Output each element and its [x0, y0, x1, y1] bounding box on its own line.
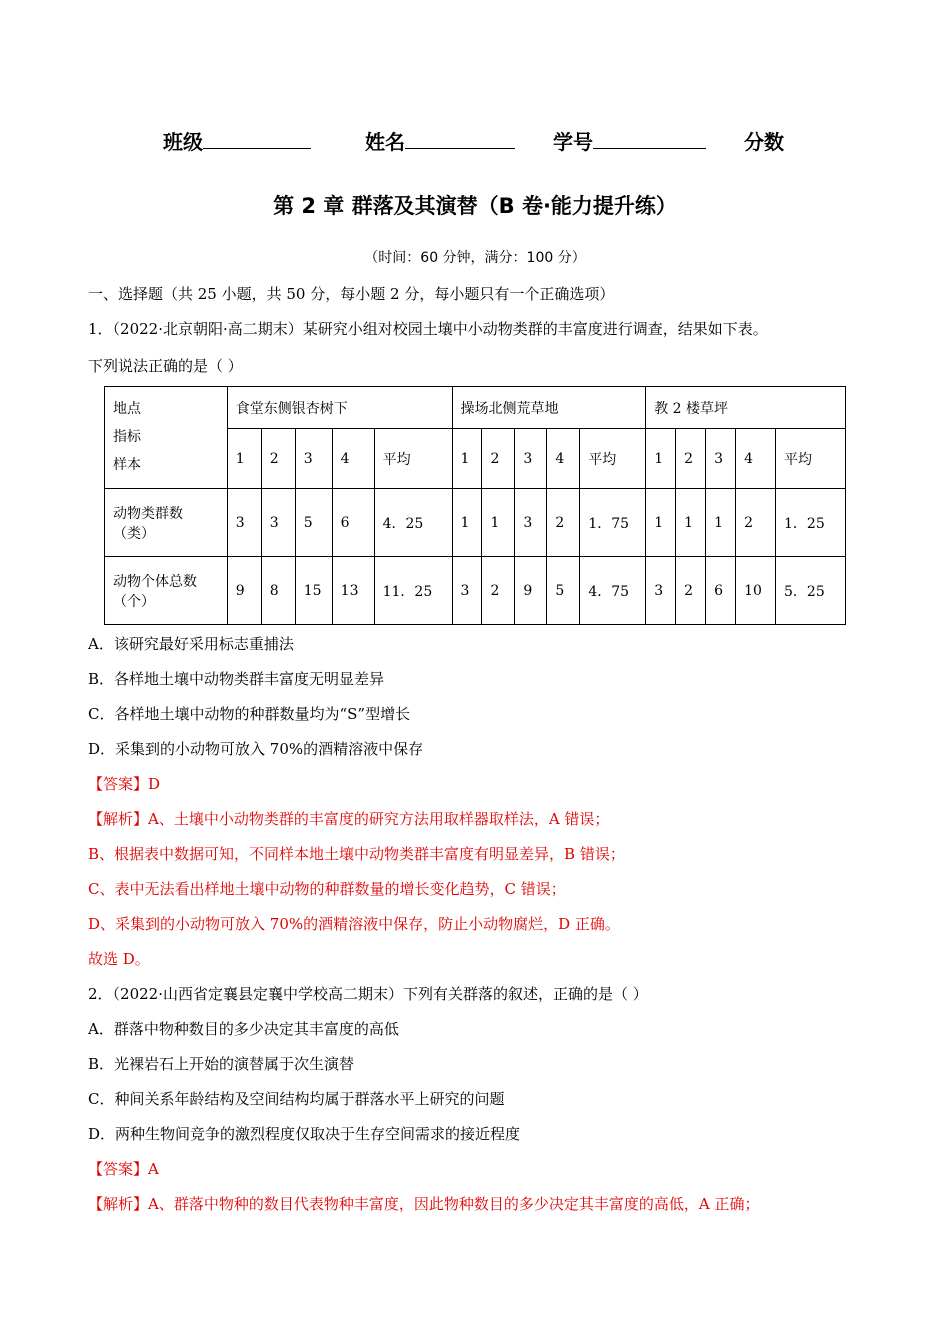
table-cell: 1．75	[580, 489, 646, 557]
table-cell: 3	[227, 489, 261, 557]
section-heading: 一、选择题（共 25 小题，共 50 分，每小题 2 分，每小题只有一个正确选项）	[88, 285, 615, 303]
table-cell: 3	[452, 557, 482, 625]
score-label: 分数	[744, 130, 784, 154]
sample-header: 2	[482, 429, 515, 489]
table-cell: 13	[332, 557, 374, 625]
site-header: 食堂东侧银杏树下	[227, 387, 452, 429]
sample-header: 3	[706, 429, 736, 489]
sample-header: 3	[295, 429, 332, 489]
student-id-field[interactable]: 学号	[553, 126, 706, 155]
q2-answer: 【答案】A	[88, 1160, 159, 1178]
sample-header: 1	[452, 429, 482, 489]
q2-option-d: D．两种生物间竞争的激烈程度仅取决于生存空间需求的接近程度	[88, 1125, 521, 1143]
q2-stem: 2．（2022·山西省定襄县定襄中学校高二期末）下列有关群落的叙述，正确的是（ ）	[88, 985, 648, 1003]
sample-header: 4	[736, 429, 776, 489]
table-cell: 2	[547, 489, 580, 557]
q1-analysis-line: C、表中无法看出样地土壤中动物的种群数量的增长变化趋势，C 错误；	[88, 880, 566, 898]
table-cell: 3	[646, 557, 676, 625]
table-cell: 11．25	[374, 557, 452, 625]
header-label-cell: 地点 指标 样本	[105, 387, 228, 489]
table-cell: 6	[332, 489, 374, 557]
table-row	[105, 489, 846, 557]
q1-option-b: B．各样地土壤中动物类群丰富度无明显差异	[88, 670, 385, 688]
q1-option-a: A．该研究最好采用标志重捕法	[88, 635, 294, 653]
class-field[interactable]: 班级	[163, 126, 311, 155]
sample-header: 1	[227, 429, 261, 489]
sample-header: 1	[646, 429, 676, 489]
table-cell: 2	[676, 557, 706, 625]
table-cell: 5	[547, 557, 580, 625]
q1-answer: 【答案】D	[88, 775, 161, 793]
sample-header: 平均	[776, 429, 846, 489]
table-cell: 5	[295, 489, 332, 557]
student-id-blank[interactable]	[593, 128, 706, 149]
table-cell: 4．25	[374, 489, 452, 557]
table-row	[105, 557, 846, 625]
q1-stem-line1: 1．（2022·北京朝阳·高二期末）某研究小组对校园土壤中小动物类群的丰富度进行调查，结果如下表。	[88, 320, 768, 338]
table-cell: 5．25	[776, 557, 846, 625]
sample-header: 2	[676, 429, 706, 489]
table-cell: 3	[515, 489, 547, 557]
table-cell: 1	[646, 489, 676, 557]
table-cell: 1	[706, 489, 736, 557]
sample-header: 2	[261, 429, 295, 489]
row-label: 动物个体总数 （个）	[105, 557, 228, 625]
q1-stem-line2: 下列说法正确的是（ ）	[88, 357, 243, 375]
table-cell: 1．25	[776, 489, 846, 557]
q2-option-a: A．群落中物种数目的多少决定其丰富度的高低	[88, 1020, 399, 1038]
q2-option-b: B．光裸岩石上开始的演替属于次生演替	[88, 1055, 355, 1073]
student-info-header	[0, 126, 950, 156]
table-header-row	[105, 387, 846, 429]
table-cell: 2	[482, 557, 515, 625]
site-header: 教 2 楼草坪	[646, 387, 846, 429]
q2-analysis-line: 【解析】A、群落中物种的数目代表物种丰富度，因此物种数目的多少决定其丰富度的高低，A 正确；	[88, 1195, 760, 1213]
sample-header: 4	[332, 429, 374, 489]
q2-option-c: C．种间关系年龄结构及空间结构均属于群落水平上研究的问题	[88, 1090, 505, 1108]
sample-header: 平均	[580, 429, 646, 489]
q1-option-d: D．采集到的小动物可放入 70%的酒精溶液中保存	[88, 740, 424, 758]
data-table	[104, 386, 846, 625]
name-field[interactable]: 姓名	[365, 126, 515, 155]
row-label: 动物类群数 （类）	[105, 489, 228, 557]
site-header: 操场北侧荒草地	[452, 387, 646, 429]
table-cell: 8	[261, 557, 295, 625]
sample-header: 4	[547, 429, 580, 489]
page-title: 第 2 章 群落及其演替（B 卷·能力提升练）	[273, 194, 677, 218]
table-cell: 4．75	[580, 557, 646, 625]
sample-header: 3	[515, 429, 547, 489]
name-blank[interactable]	[405, 128, 515, 149]
exam-info: （时间：60 分钟，满分：100 分）	[364, 250, 586, 266]
table-cell: 1	[452, 489, 482, 557]
class-blank[interactable]	[203, 128, 311, 149]
sample-header: 平均	[374, 429, 452, 489]
table-cell: 1	[676, 489, 706, 557]
q1-option-c: C．各样地土壤中动物的种群数量均为“S”型增长	[88, 705, 411, 723]
table-cell: 15	[295, 557, 332, 625]
table-cell: 9	[515, 557, 547, 625]
table-cell: 9	[227, 557, 261, 625]
table-cell: 6	[706, 557, 736, 625]
table-cell: 2	[736, 489, 776, 557]
table-cell: 3	[261, 489, 295, 557]
table-cell: 10	[736, 557, 776, 625]
q1-analysis-line: 【解析】A、土壤中小动物类群的丰富度的研究方法用取样器取样法，A 错误；	[88, 810, 610, 828]
q1-analysis-line: D、采集到的小动物可放入 70%的酒精溶液中保存，防止小动物腐烂，D 正确。	[88, 915, 620, 933]
q1-analysis-line: B、根据表中数据可知，不同样本地土壤中动物类群丰富度有明显差异，B 错误；	[88, 845, 625, 863]
q1-analysis-line: 故选 D。	[88, 950, 150, 968]
table-cell: 1	[482, 489, 515, 557]
